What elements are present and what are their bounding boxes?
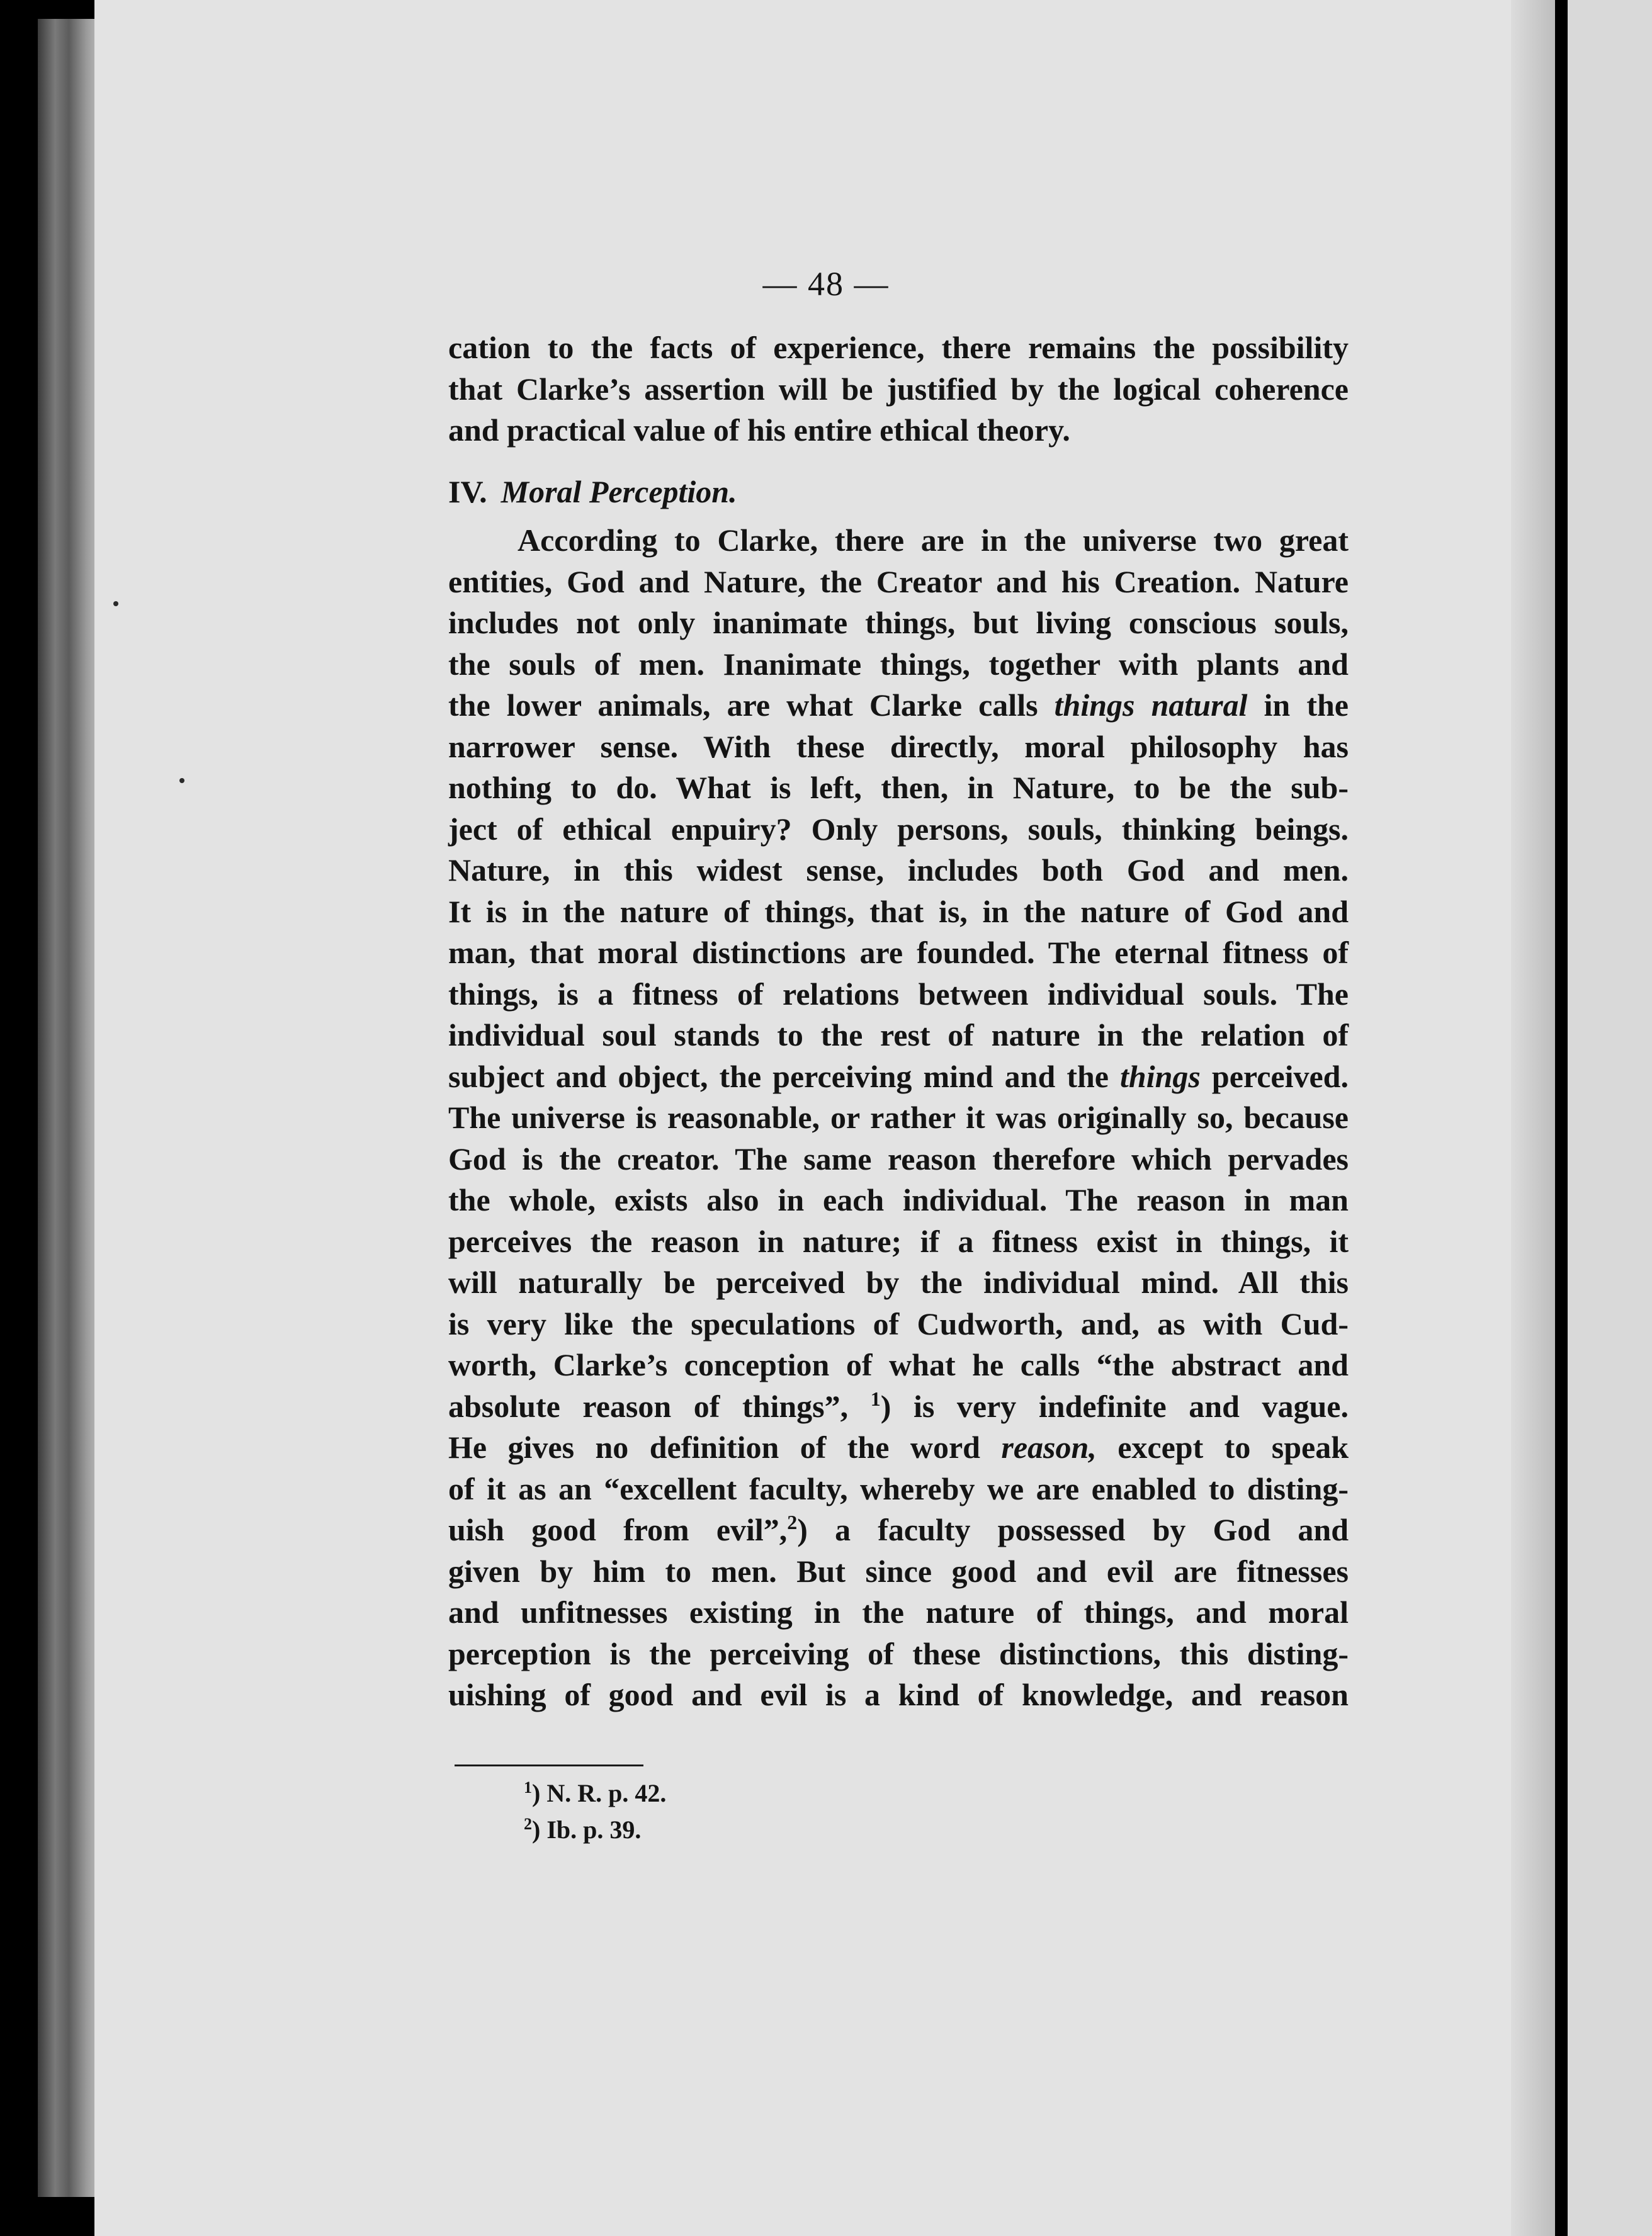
footnote-ref: 1 — [870, 1387, 881, 1410]
section-number: IV. — [448, 473, 487, 509]
scan-speck — [179, 778, 184, 783]
text-line: things, is a fitness of relations between individual souls. The — [448, 976, 1349, 1012]
text-run: ) a faculty possessed by God and — [797, 1512, 1349, 1547]
text-line: worth, Clarke’s conception of what he calls “the abstract and — [448, 1347, 1349, 1382]
text-line: Nature, in this widest sense, includes both God and men. — [448, 852, 1349, 888]
text-line: entities, God and Nature, the Creator and his Creation. Nature — [448, 563, 1349, 599]
page-shadow — [1555, 0, 1568, 2236]
text-line: God is the creator. The same reason therefore which pervades — [448, 1141, 1349, 1177]
scan-speck — [113, 601, 118, 606]
text-run: uish good from evil”, — [448, 1512, 788, 1547]
footnote-divider — [455, 1765, 643, 1766]
text-line: the souls of men. Inanimate things, together with plants and — [448, 646, 1349, 682]
footnote-mark: 1 — [524, 1778, 532, 1797]
footnote-mark: 2 — [524, 1815, 532, 1833]
text-run: in the — [1247, 687, 1349, 723]
text-line: perceives the reason in nature; if a fitness exist in things, it — [448, 1223, 1349, 1259]
italic-phrase: things — [1120, 1058, 1201, 1094]
section-title: Moral Perception. — [501, 473, 737, 509]
footnote-2 — [524, 1812, 666, 1848]
text-run: subject and object, the perceiving mind and the — [448, 1058, 1121, 1094]
text-line: that Clarke’s assertion will be justified by the logical coherence — [448, 371, 1349, 407]
footnote-ref: 2 — [787, 1511, 798, 1533]
page-number: — 48 — — [762, 265, 890, 303]
text-line — [448, 1386, 1349, 1428]
italic-phrase: things natural — [1054, 687, 1248, 723]
text-line: The universe is reasonable, or rather it was originally so, because — [448, 1100, 1349, 1135]
text-line: includes not only inanimate things, but living conscious souls, — [448, 605, 1349, 640]
italic-phrase: reason, — [1001, 1430, 1097, 1465]
text-line: and unfitnesses existing in the nature of things, and moral — [448, 1595, 1349, 1630]
text-line — [448, 685, 1349, 726]
text-run: He gives no definition of the word — [448, 1430, 1002, 1465]
text-run: ) is very indefinite and vague. — [880, 1388, 1349, 1424]
text-line — [448, 1056, 1349, 1098]
text-line: individual soul stands to the rest of nature in the relation of — [448, 1017, 1349, 1053]
text-line: the whole, exists also in each individual. The reason in man — [448, 1182, 1349, 1217]
text-line: According to Clarke, there are in the universe two great — [518, 522, 1349, 558]
text-line: is very like the speculations of Cudworth, and, as with Cud- — [448, 1306, 1349, 1341]
text-line: cation to the facts of experience, there remains the possibility — [448, 330, 1349, 365]
facing-page-edge — [1568, 0, 1652, 2236]
page-gutter — [1511, 0, 1555, 2236]
text-line — [448, 1427, 1349, 1469]
text-line: will naturally be perceived by the individual mind. All this — [448, 1265, 1349, 1300]
text-line: perception is the perceiving of these distinctions, this disting- — [448, 1635, 1349, 1671]
text-run: the lower animals, are what Clarke calls — [448, 687, 1055, 723]
text-line: man, that moral distinctions are founded. The eternal fitness of — [448, 935, 1349, 970]
footnotes — [524, 1775, 666, 1848]
text-line: It is in the nature of things, that is, in the nature of God and — [448, 893, 1349, 929]
section-heading — [448, 471, 1349, 513]
body-text — [448, 327, 1349, 1716]
footnote-1 — [524, 1775, 666, 1812]
text-line: nothing to do. What is left, then, in Nature, to be the sub- — [448, 770, 1349, 805]
text-line: of it as an “excellent faculty, whereby we are enabled to disting- — [448, 1471, 1349, 1506]
text-line: ject of ethical enpuiry? Only persons, souls, thinking beings. — [448, 811, 1349, 847]
text-run: except to speak — [1096, 1430, 1349, 1465]
text-line: and practical value of his entire ethical theory. — [448, 412, 1070, 448]
text-line: narrower sense. With these directly, moral philosophy has — [448, 728, 1349, 764]
text-run: perceived. — [1200, 1058, 1349, 1094]
text-line — [448, 1510, 1349, 1551]
text-run: absolute reason of things”, — [448, 1388, 871, 1424]
footnote-text: ) Ib. p. 39. — [532, 1815, 642, 1844]
footnote-text: ) N. R. p. 42. — [532, 1779, 667, 1807]
text-line: given by him to men. But since good and evil are fitnesses — [448, 1553, 1349, 1589]
text-line: uishing of good and evil is a kind of knowledge, and reason — [448, 1677, 1349, 1712]
